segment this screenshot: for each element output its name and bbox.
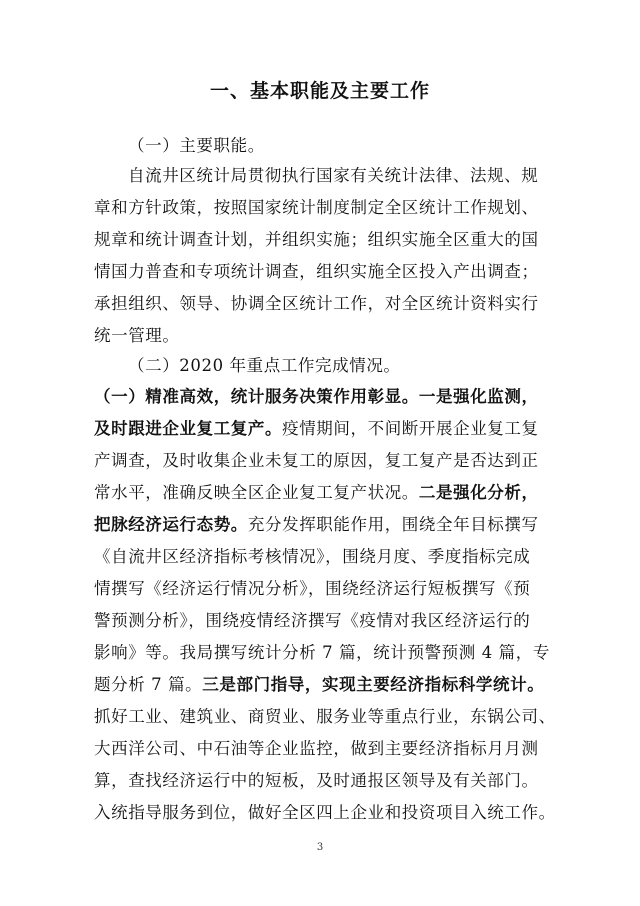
section2-line-9: 影响》等。我局撰写统计分析 7 篇，统计预警预测 4 篇，专 [94, 643, 550, 662]
section1-line-5: 承担组织、领导、协调全区统计工作，对全区统计资料实行 [94, 294, 539, 313]
section2-line-10 [94, 674, 554, 696]
section1-line-1: 自流井区统计局贯彻执行国家有关统计法律、法规、规 [128, 166, 539, 185]
section1-line-6: 统一管理。 [94, 326, 180, 345]
section1-line-2: 章和方针政策，按照国家统计制度制定全区统计工作规划、 [94, 198, 539, 217]
section2-line-11: 抓好工业、建筑业、商贸业、服务业等重点行业，东锅公司、 [94, 707, 556, 726]
text-run: 疫情期间，不间断开展企业复工复 [282, 419, 539, 438]
section2-heading: （二）2020 年重点工作完成情况。 [128, 356, 401, 375]
page-title: 一、基本职能及主要工作 [209, 80, 430, 102]
bold-run: 三是部门指导，实现主要经济指标科学统计。 [202, 675, 545, 694]
bold-run: 及时跟进企业复工复产。 [94, 419, 283, 438]
bold-run: （一）精准高效，统计服务决策作用彰显。一是强化监测， [94, 387, 539, 406]
section2-line-6: 《自流井区经济指标考核情况》，围绕月度、季度指标完成 [94, 547, 531, 566]
section2-line-5 [94, 514, 554, 536]
section2-line-8: 警预测分析》，围绕疫情经济撰写《疫情对我区经济运行的 [94, 611, 531, 630]
section2-line-3: 产调查，及时收集企业未复工的原因，复工复产是否达到正 [94, 451, 539, 470]
section1-line-4: 情国力普查和专项统计调查，组织实施全区投入产出调查； [94, 262, 539, 281]
section2-line-4 [94, 482, 554, 504]
section2-line-14: 入统指导服务到位，做好全区四上企业和投资项目入统工作。 [94, 803, 556, 822]
section1-heading: （一）主要职能。 [128, 136, 265, 155]
text-run: 充分发挥职能作用，围绕全年目标撰写 [247, 515, 539, 534]
bold-run: 二是强化分析， [418, 483, 539, 502]
text-run: 题分析 7 篇。 [94, 675, 203, 694]
page-number: 3 [316, 842, 324, 853]
section2-line-12: 大西洋公司、中石油等企业监控，做到主要经济指标月月测 [94, 739, 539, 758]
section2-line-13: 算，查找经济运行中的短板，及时通报区领导及有关部门。 [94, 771, 539, 790]
section1-line-3: 规章和统计调查计划，并组织实施；组织实施全区重大的国 [94, 230, 539, 249]
section2-line-7: 情撰写《经济运行情况分析》，围绕经济运行短板撰写《预 [94, 579, 531, 598]
section2-line-2 [94, 418, 554, 440]
bold-run: 把脉经济运行态势。 [94, 515, 248, 534]
section2-line-1 [94, 386, 554, 408]
text-run: 常水平，准确反映全区企业复工复产状况。 [94, 483, 419, 502]
